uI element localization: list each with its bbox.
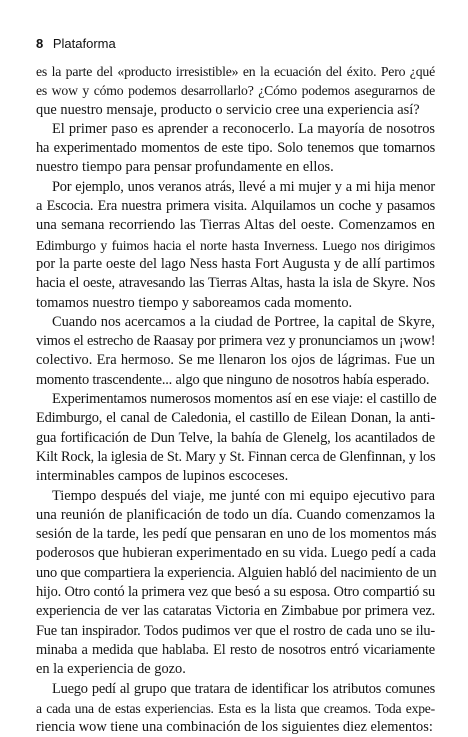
text-line: gua fortificación de Dun Telve, la bahía de Glenelg, los acantilados de [36, 429, 435, 446]
running-title: Plataforma [52, 36, 116, 51]
text-line: experiencia de ver las cataratas Victoria en Zimbabue por primera vez. [36, 603, 435, 620]
text-line: en la experiencia de gozo. [36, 661, 186, 678]
text-line: poderosos que hubieran experimentado en su vida. Luego pedí a cada [36, 545, 437, 562]
text-line: ha experimentado momentos de este tipo. Solo tenemos que tomarnos [36, 140, 435, 157]
text-line: Edimburgo, el canal de Caledonia, el castillo de Eilean Donan, la anti- [36, 410, 435, 427]
text-line: a cada una de estas experiencias. Esta es la lista que creamos. Toda expe- [36, 700, 435, 716]
text-line: una reunión de planificación de todo un día. Cuando comenzamos la [36, 506, 435, 523]
text-line: nuestro tiempo para pensar profundamente en ellos. [36, 159, 334, 176]
text-line: uno que compartiera la experiencia. Alguien habló del nacimiento de un [36, 564, 437, 581]
text-line: momento trascendente... algo que ninguno de nosotros había esperado. [36, 371, 430, 388]
text-line: Experimentamos numerosos momentos así en ese viaje: el castillo de [52, 391, 437, 408]
text-line: una semana recorriendo las Tierras Altas del oeste. Comenzamos en [36, 217, 435, 234]
text-line: hacia el oeste, atravesando las Tierras Altas, hasta la isla de Skyre. Nos [36, 275, 435, 292]
text-line: riencia wow tiene una combinación de los siguientes diez elementos: [36, 719, 433, 736]
text-line: Por ejemplo, unos veranos atrás, llevé a mi mujer y a mi hija menor [52, 178, 435, 195]
text-line: que nuestro mensaje, producto o servicio cree una experiencia así? [36, 101, 420, 118]
text-line: Fue tan inspirador. Todos pudimos ver que el rostro de cada uno se ilu- [36, 622, 435, 639]
text-line: Luego pedí al grupo que tratara de identificar los atributos comunes [52, 680, 435, 697]
text-line: hijo. Otro contó la primera vez que besó a su esposa. Otro compartió su [36, 584, 435, 601]
text-line: es wow y cómo podemos desarrollarlo? ¿Cómo podemos asegurarnos de [36, 83, 435, 99]
running-head [36, 36, 116, 51]
text-line: a Escocia. Era nuestra primera visita. Alquilamos un coche y pasamos [36, 198, 435, 215]
text-line: El primer paso es aprender a reconocerlo. La mayoría de nosotros [52, 120, 435, 137]
text-line: Tiempo después del viaje, me junté con mi equipo ejecutivo para [52, 487, 435, 504]
text-line: tomamos nuestro tiempo y saboreamos cada momento. [36, 294, 353, 311]
text-line: por la parte oeste del lago Ness hasta Fort Augusta y de allí partimos [36, 255, 435, 272]
text-line: vimos el estrecho de Raasay por primera vez y pronunciamos un ¡wow! [36, 333, 436, 350]
text-line: Cuando nos acercamos a la ciudad de Portree, la capital de Skyre, [52, 313, 435, 330]
text-line: minaba a medida que hablaba. El resto de nosotros entró vicariamente [36, 641, 435, 658]
text-line: interminables campos de lupinos escoceses. [36, 468, 289, 485]
text-line: Edimburgo y fuimos hacia el norte hasta Inverness. Luego nos dirigimos [36, 237, 435, 253]
text-line: Kilt Rock, la iglesia de St. Mary y St. Finnan cerca de Glenfinnan, y los [36, 448, 436, 465]
text-line: es la parte del «producto irresistible» en la ecuación del éxito. Pero ¿qué [36, 64, 435, 79]
page-number: 8 [36, 36, 44, 51]
text-line: colectivo. Era hermoso. Se me llenaron los ojos de lágrimas. Fue un [36, 352, 435, 369]
body-text [36, 62, 435, 737]
text-line: sesión de la tarde, les pedí que pensaran en uno de los momentos más [36, 526, 437, 543]
